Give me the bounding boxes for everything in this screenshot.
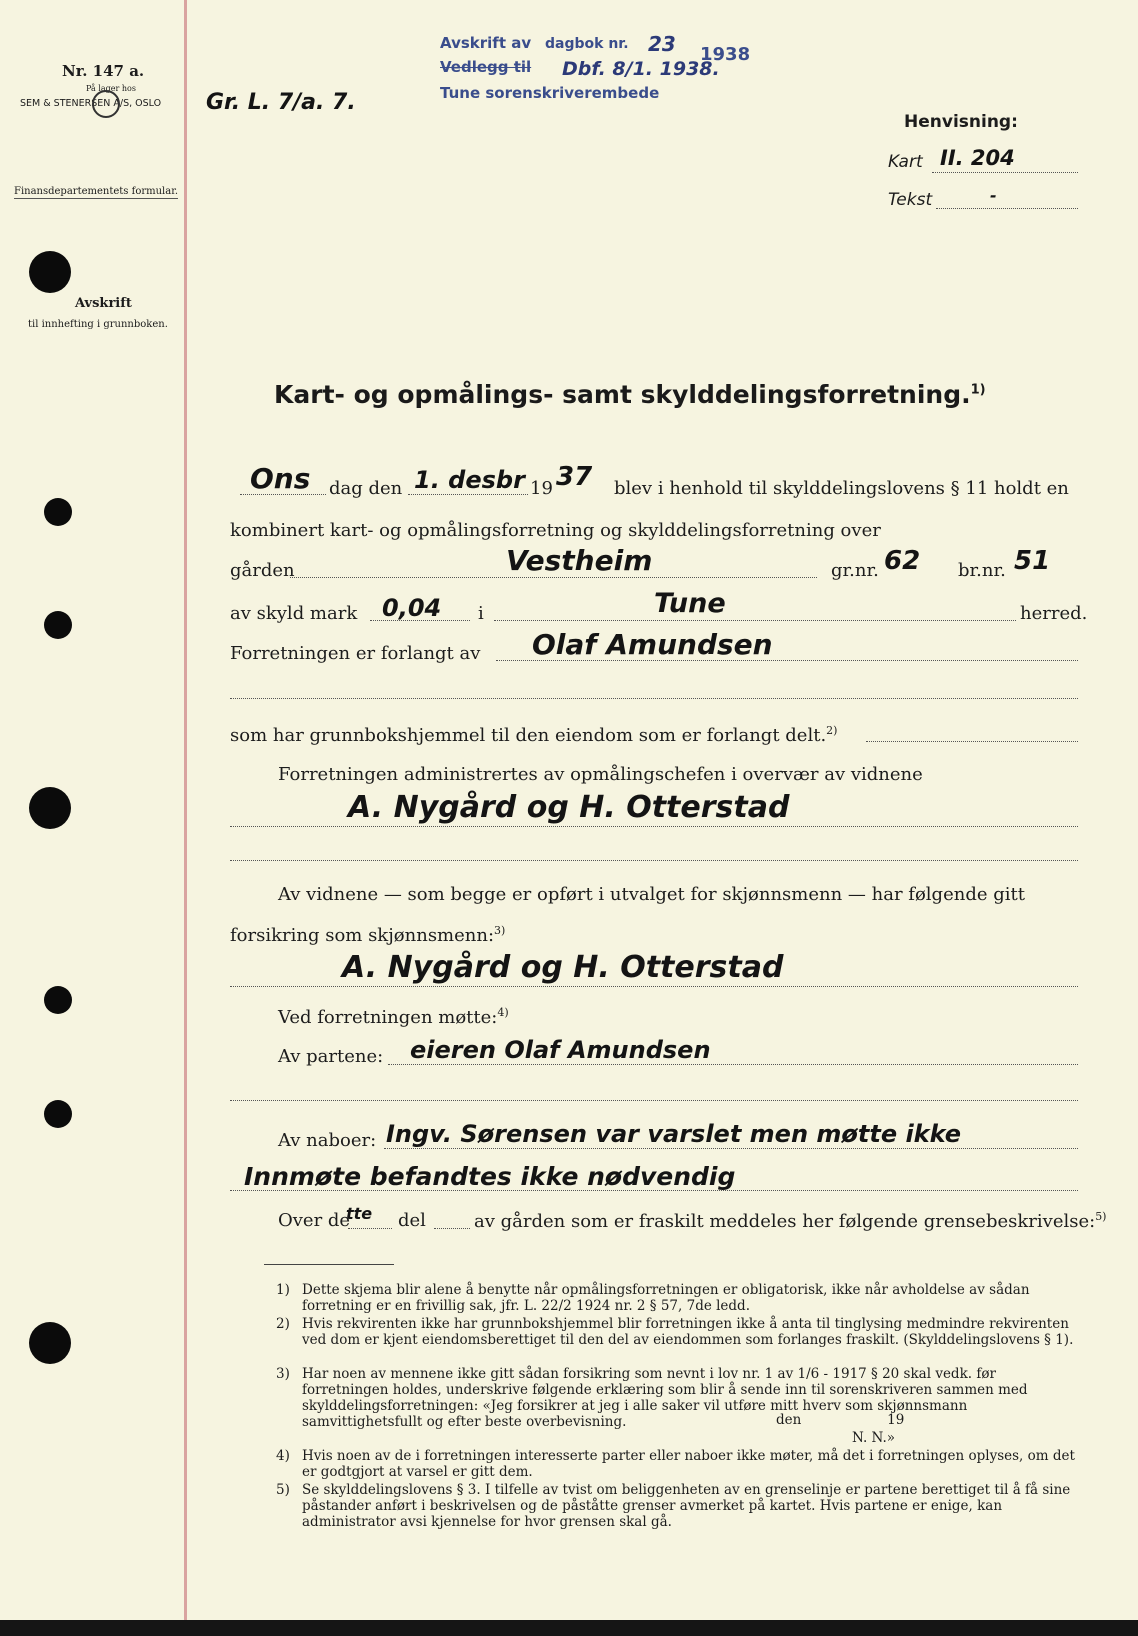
- stamp-journal-label: dagbok nr.: [545, 36, 629, 52]
- footnote-text: Hvis rekvirenten ikke har grunnbokshjemmel blir forretningen ikke å anta til tinglysing medmindre rekvirenten ved dom er kjent eiendomsberettiget til den del av eiendommen som forlanges fraskilt. (Skylddelingslovens § 1).: [302, 1316, 1074, 1348]
- year-prefix: 19: [530, 478, 553, 499]
- footnote-mark: 3): [276, 1366, 290, 1382]
- weekday-value: Ons: [250, 462, 311, 495]
- vidner-note: 3): [494, 924, 506, 937]
- farm-name: Vestheim: [506, 544, 653, 577]
- over-rest-sentence: av gården som er fraskilt meddeles her følgende grensebeskrivelse:: [474, 1211, 1096, 1232]
- over-line: [348, 1228, 392, 1229]
- stamp-journal-year: 1938: [700, 44, 751, 65]
- form-number: Nr. 147 a.: [62, 62, 145, 80]
- kart-line: [932, 172, 1078, 173]
- stamp-journal-date: Dbf. 8/1. 1938.: [562, 58, 720, 80]
- stamp-journal-number: 23: [648, 32, 676, 56]
- motte-note: 4): [497, 1006, 509, 1019]
- kart-value: II. 204: [940, 146, 1015, 170]
- naboer-value-line2: Innmøte befandtes ikke nødvendig: [244, 1162, 736, 1191]
- tekst-label: Tekst: [888, 190, 933, 210]
- vidner-text-line1: Av vidnene — som begge er opført i utvalget for skjønnsmenn — har følgende gitt: [278, 884, 1025, 905]
- skyld-line: [370, 620, 470, 621]
- punch-hole: [29, 251, 71, 293]
- document-title: [274, 380, 986, 409]
- footnote-3-signature: N. N.»: [852, 1430, 896, 1446]
- footnote-3-date-line: den 19: [776, 1412, 905, 1428]
- punch-hole: [44, 1100, 72, 1128]
- punch-hole: [29, 1322, 71, 1364]
- grunnbok-line: [866, 741, 1078, 742]
- over-label: Over de: [278, 1210, 351, 1231]
- requested-label: Forretningen er forlangt av: [230, 643, 481, 664]
- blank-line: [230, 860, 1078, 861]
- requested-by-value: Olaf Amundsen: [532, 628, 773, 661]
- year-value: 37: [556, 462, 593, 492]
- handwritten-reference: Gr. L. 7/a. 7.: [206, 90, 356, 115]
- title-text: Kart- og opmålings- samt skylddelingsforretning.: [274, 380, 971, 409]
- vidner-text-line2: [230, 924, 505, 946]
- witnesses-line: [230, 826, 1078, 827]
- reference-heading: Henvisning:: [904, 112, 1018, 132]
- grnr-value: 62: [884, 546, 921, 576]
- punch-hole: [29, 787, 71, 829]
- punch-hole: [44, 611, 72, 639]
- footnote-mark: 1): [276, 1282, 290, 1298]
- footnote-5: [276, 1482, 1078, 1534]
- date-value: 1. desbr: [414, 466, 525, 494]
- brnr-label: br.nr.: [958, 560, 1006, 581]
- blank-line: [230, 1100, 1078, 1101]
- naboer-value-line1: Ingv. Sørensen var varslet men møtte ikke: [386, 1120, 962, 1148]
- grunnbok-note: 2): [826, 724, 838, 737]
- footnote-1: [276, 1282, 1078, 1316]
- grunnbok-text: [230, 724, 837, 746]
- farm-line: [290, 577, 817, 578]
- tekst-value: -: [990, 186, 997, 205]
- blank-line: [230, 698, 1078, 699]
- copy-sublabel: til innhefting i grunnboken.: [28, 319, 168, 330]
- stamp-struck-label: Vedlegg til: [440, 58, 532, 76]
- del-label: del: [398, 1210, 426, 1231]
- date-line: [408, 494, 528, 495]
- kart-label: Kart: [888, 152, 923, 172]
- witnesses-value: A. Nygård og H. Otterstad: [348, 790, 790, 825]
- footnote-mark: 2): [276, 1316, 290, 1332]
- weekday-line: [240, 494, 326, 495]
- footnote-mark: 5): [276, 1482, 290, 1498]
- over-rest-text: [474, 1210, 1106, 1232]
- dag-den-label: dag den: [329, 478, 403, 499]
- naboer-label: Av naboer:: [278, 1130, 377, 1151]
- municipality-value: Tune: [654, 588, 726, 619]
- vidner-sentence: forsikring som skjønnsmenn:: [230, 925, 495, 946]
- herred-label: herred.: [1020, 603, 1088, 624]
- partene-value: eieren Olaf Amundsen: [410, 1036, 711, 1064]
- publisher-prefix: På lager hos: [86, 84, 136, 93]
- copy-label: Avskrift: [75, 296, 132, 311]
- motte-label: [278, 1006, 509, 1028]
- grunnbok-sentence: som har grunnbokshjemmel til den eiendom som er forlangt delt.: [230, 725, 827, 746]
- skyld-label: av skyld mark: [230, 603, 358, 624]
- partene-line: [388, 1064, 1078, 1065]
- motte-text: Ved forretningen møtte:: [278, 1007, 498, 1028]
- grnr-label: gr.nr.: [831, 560, 879, 581]
- footnote-text: Dette skjema blir alene å benytte når opmålingsforretningen er obligatorisk, ikke når avholdelse av sådan forretning er en frivillig sak, jfr. L. 22/2 1924 nr. 2 § 57, 7de ledd.: [302, 1282, 1030, 1314]
- del-line: [434, 1228, 470, 1229]
- punch-hole: [44, 986, 72, 1014]
- intro-text-line2: kombinert kart- og opmålingsforretning og skylddelingsforretning over: [230, 520, 881, 541]
- ministry-label: Finansdepartementets formular.: [14, 186, 179, 197]
- title-note: 1): [970, 382, 986, 398]
- skyld-value: 0,04: [382, 594, 442, 622]
- intro-text: blev i henhold til skylddelingslovens § 11 holdt en: [614, 478, 1069, 499]
- tekst-line: [936, 208, 1078, 209]
- partene-label: Av partene:: [278, 1046, 384, 1067]
- footnote-2: [276, 1316, 1078, 1366]
- brnr-value: 51: [1014, 546, 1051, 576]
- punch-hole: [44, 498, 72, 526]
- insurers-value: A. Nygård og H. Otterstad: [342, 950, 784, 985]
- naboer-line2: [230, 1190, 1078, 1191]
- municipality-line: [494, 620, 1016, 621]
- footnote-text: Har noen av mennene ikke gitt sådan forsikring som nevnt i lov nr. 1 av 1/6 - 1917 § 20 skal vedk. før forretningen holdes, underskrive følgende erklæring som blir å sende inn til sorenskriveren sammen med skylddelingsforretningen: «Jeg forsikrer at jeg i alle saker vil utføre mitt hverv som skjønnsmann samvittighetsfullt og efter beste overbevisning.: [302, 1366, 1028, 1430]
- farm-label: gården: [230, 560, 295, 581]
- footnote-4: [276, 1448, 1078, 1482]
- footnote-text: Se skylddelingslovens § 3. I tilfelle av tvist om beliggenheten av en grenselinje er partene berettiget til å få sine påstander anført i beskrivelsen og de påståtte grenser avmerket på kartet. Hvis partene er enige, kan administrator avsi kjennelse for hvor grensen skal gå.: [302, 1482, 1071, 1530]
- stamp-copy-label: Avskrift av: [440, 34, 532, 52]
- footnote-divider: [264, 1264, 394, 1265]
- over-note: 5): [1095, 1210, 1107, 1223]
- footnote-mark: 4): [276, 1448, 290, 1464]
- i-label: i: [478, 603, 484, 624]
- insurers-line: [230, 986, 1078, 987]
- footnote-text: Hvis noen av de i forretningen interesserte parter eller naboer ikke møter, må det i forretningen oplyses, om det er godtgjort at varsel er gitt dem.: [302, 1448, 1075, 1480]
- naboer-line1: [384, 1148, 1078, 1149]
- publisher-name: SEM & STENERSEN A/S, OSLO: [20, 98, 162, 109]
- stamp-office: Tune sorenskriverembede: [440, 84, 660, 102]
- publisher-seal-icon: [92, 90, 120, 118]
- admin-text: Forretningen administrertes av opmålingschefen i overvær av vidnene: [278, 764, 923, 785]
- over-handwritten: tte: [346, 1204, 373, 1223]
- margin-rule: [184, 0, 187, 1620]
